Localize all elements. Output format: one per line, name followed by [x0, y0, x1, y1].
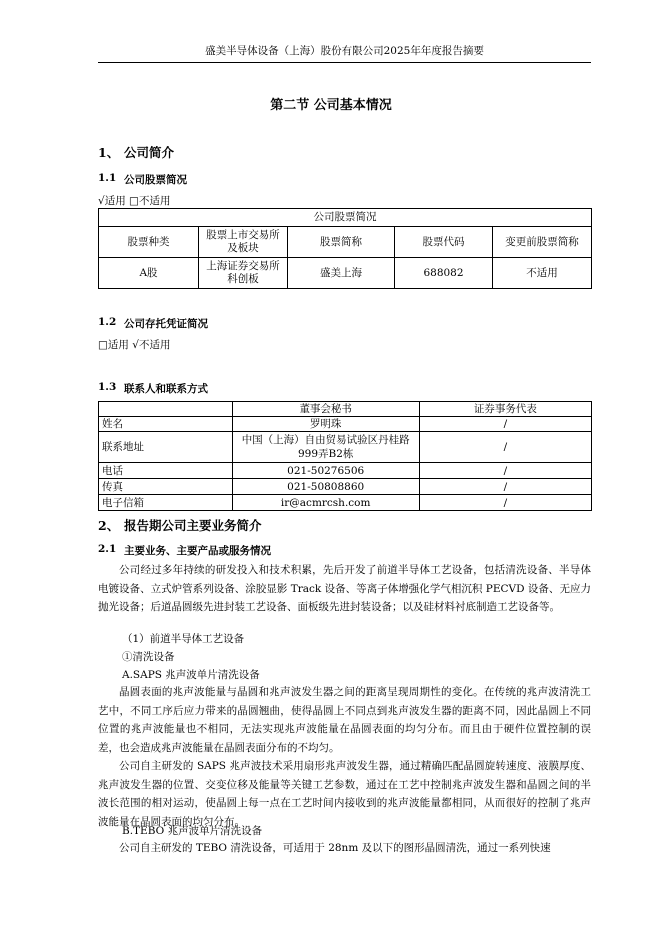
contact-value: 中国（上海）自由贸易试验区丹桂路999弄B2栋	[232, 432, 419, 463]
contact-value: /	[419, 463, 591, 479]
section-title: 第二节 公司基本情况	[270, 98, 392, 113]
s1-3-title: 联系人和联系方式	[124, 383, 208, 395]
stock-overview-table	[98, 208, 592, 289]
contact-value: 021-50808860	[232, 479, 419, 495]
s2-title: 报告期公司主要业务简介	[124, 518, 262, 533]
s1-2-applicability: □适用 √不适用	[98, 339, 171, 351]
s2-1-number: 2.1	[98, 543, 117, 555]
item-front-end-equipment: （1）前道半导体工艺设备	[122, 633, 245, 645]
s1-1-title: 公司股票简况	[124, 174, 187, 186]
business-paragraph-1: 公司经过多年持续的研发投入和技术积累，先后开发了前道半导体工艺设备，包括清洗设备、半导体电镀设备、立式炉管系列设备、涂胶显影 Track 设备、等离子体增强化学气相沉积 PECVD 设备、无应力抛光设备；后道晶圆级先进封装工艺设备、面板级先进封装设备；以及硅材料衬底制造工艺设备等。	[98, 564, 591, 613]
item-tebo: B.TEBO 兆声波单片清洗设备	[122, 825, 263, 837]
stock-cell: 盛美上海	[288, 258, 395, 289]
item-cleaning-equipment: ①清洗设备	[122, 651, 175, 663]
contact-header-cell: 证券事务代表	[419, 402, 591, 417]
s1-2-title: 公司存托凭证简况	[124, 318, 208, 330]
s2-1-title: 主要业务、主要产品或服务情况	[124, 545, 271, 557]
stock-table-caption: 公司股票简况	[99, 209, 592, 227]
contact-table	[98, 401, 592, 511]
stock-header-cell: 股票代码	[395, 227, 493, 258]
s1-title: 公司简介	[124, 145, 175, 160]
s2-number: 2、	[98, 518, 120, 533]
stock-cell: 上海证券交易所科创板	[199, 258, 288, 289]
saps-paragraph-2: 公司自主研发的 SAPS 兆声波技术采用扇形兆声波发生器，通过精确匹配晶圆旋转速度、液膜厚度、兆声波发生器的位置、交变位移及能量等关键工艺参数，通过在工艺中控制兆声波发生器和晶圆之间的半波长范围的相对运动，使晶圆上每一点在工艺时间内接收到的兆声波能量都相同，从而很好的控制了兆声波能量在晶圆表面的均匀分布。	[98, 760, 591, 828]
saps-paragraph-1: 晶圆表面的兆声波能量与晶圆和兆声波发生器之间的距离呈现周期性的变化。在传统的兆声波清洗工艺中，不同工序后应力带来的晶圆翘曲，使得晶圆上不同点到兆声波发生器的距离不同，因此晶圆上不同位置的兆声波能量也不相同，无法实现兆声波能量在晶圆表面的均匀分布。而且由于硬件位置控制的误差，也会造成兆声波能量在晶圆表面分布的不均匀。	[98, 686, 591, 754]
contact-value: ir@acmrcsh.com	[232, 495, 419, 511]
stock-header-cell: 股票简称	[288, 227, 395, 258]
contact-label: 联系地址	[99, 432, 233, 463]
contact-label: 电子信箱	[99, 495, 233, 511]
stock-cell: A股	[99, 258, 199, 289]
stock-header-cell: 股票上市交易所及板块	[199, 227, 288, 258]
item-saps: A.SAPS 兆声波单片清洗设备	[122, 669, 260, 681]
s1-1-number: 1.1	[98, 172, 117, 184]
s1-2-number: 1.2	[98, 316, 117, 328]
s1-number: 1、	[98, 145, 120, 160]
contact-label: 传真	[99, 479, 233, 495]
contact-header-cell	[99, 402, 233, 417]
s1-3-number: 1.3	[98, 381, 117, 393]
contact-value: /	[419, 495, 591, 511]
stock-cell: 不适用	[493, 258, 592, 289]
s1-1-applicability: √适用 □不适用	[98, 195, 171, 207]
tebo-paragraph: 公司自主研发的 TEBO 清洗设备，可适用于 28nm 及以下的图形晶圆清洗，通过一系列快速	[119, 842, 551, 854]
header-rule	[98, 62, 591, 63]
contact-value: /	[419, 417, 591, 432]
contact-value: 罗明珠	[232, 417, 419, 432]
contact-value: /	[419, 479, 591, 495]
stock-cell: 688082	[395, 258, 493, 289]
stock-header-cell: 股票种类	[99, 227, 199, 258]
stock-header-cell: 变更前股票简称	[493, 227, 592, 258]
contact-label: 姓名	[99, 417, 233, 432]
contact-header-cell: 董事会秘书	[232, 402, 419, 417]
contact-label: 电话	[99, 463, 233, 479]
contact-value: 021-50276506	[232, 463, 419, 479]
contact-value: /	[419, 432, 591, 463]
running-header: 盛美半导体设备（上海）股份有限公司2025年年度报告摘要	[205, 45, 484, 57]
